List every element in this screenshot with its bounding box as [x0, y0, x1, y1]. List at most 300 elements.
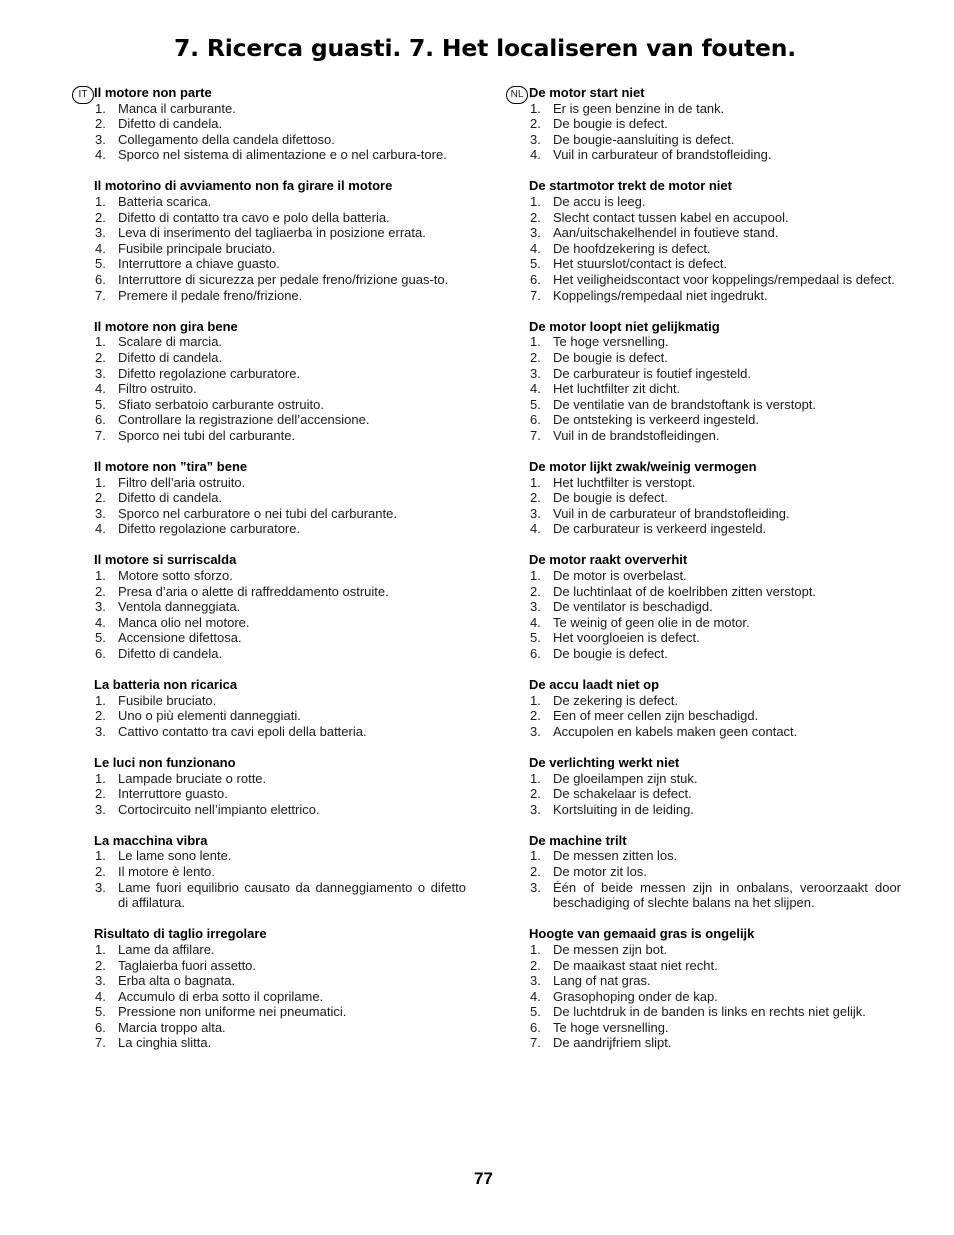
item-text: Collegamento della candela difettoso.	[118, 131, 335, 147]
item-text: Accensione difettosa.	[118, 630, 242, 646]
list-item	[529, 132, 901, 148]
item-text: Het stuurslot/contact is defect.	[553, 256, 728, 272]
list-item	[529, 615, 901, 631]
item-number: 4.	[95, 147, 106, 163]
list-item	[94, 428, 466, 444]
item-number: 2.	[95, 349, 106, 365]
item-text: De motor is overbelast.	[553, 568, 687, 584]
item-number: 1.	[530, 692, 541, 708]
item-number: 3.	[530, 365, 541, 381]
list-item	[529, 771, 901, 787]
item-number: 2.	[95, 864, 106, 880]
item-text: Manca olio nel motore.	[118, 614, 250, 630]
item-number: 3.	[95, 225, 106, 241]
item-text: Vuil in carburateur of brandstofleiding.	[553, 147, 772, 163]
item-text: De bougie is defect.	[553, 116, 668, 132]
item-text: Difetto regolazione carburatore.	[118, 521, 301, 537]
list-item	[529, 288, 901, 304]
item-text: De bougie-aansluiting is defect.	[553, 131, 735, 147]
item-number: 6.	[530, 646, 541, 661]
item-number: 5.	[530, 256, 541, 272]
item-number: 7.	[95, 427, 106, 443]
cause-list	[529, 475, 901, 537]
item-number: 2.	[530, 490, 541, 506]
item-text: Scalare di marcia.	[118, 334, 223, 350]
item-text: Grasophoping onder de kap.	[553, 988, 718, 1004]
item-number: 3.	[530, 801, 541, 817]
item-number: 1.	[95, 100, 106, 116]
item-text: Aan/uitschakelhendel in foutieve stand.	[553, 225, 779, 241]
list-item	[529, 568, 901, 584]
item-number: 4.	[95, 521, 106, 537]
item-number: 7.	[530, 287, 541, 303]
item-number: 3.	[95, 879, 106, 895]
fault-section	[94, 85, 466, 163]
list-item	[94, 194, 466, 210]
item-text: Te hoge versnelling.	[553, 1019, 669, 1035]
item-number: 7.	[95, 287, 106, 303]
fault-section	[94, 459, 466, 537]
item-number: 3.	[530, 973, 541, 989]
list-item	[94, 475, 466, 491]
list-item	[529, 724, 901, 740]
fault-section	[94, 677, 466, 739]
item-number: 3.	[95, 505, 106, 521]
fault-heading: De motor loopt niet gelijkmatig	[529, 318, 720, 334]
list-item	[94, 288, 466, 304]
item-number: 3.	[95, 131, 106, 147]
cause-list	[529, 942, 901, 1051]
list-item	[529, 225, 901, 241]
list-item	[94, 864, 466, 880]
fault-heading: Il motore non parte	[94, 85, 212, 100]
fault-heading: Il motore non ”tira” bene	[94, 458, 248, 474]
item-number: 4.	[530, 381, 541, 397]
item-text: Presa d’aria o alette di raffreddamento ostruite.	[118, 583, 389, 599]
item-text: Slecht contact tussen kabel en accupool.	[553, 209, 789, 225]
item-number: 1.	[530, 474, 541, 490]
fault-section	[529, 178, 901, 303]
item-number: 3.	[530, 225, 541, 241]
item-number: 1.	[95, 568, 106, 584]
list-item	[94, 989, 466, 1005]
list-item	[94, 615, 466, 631]
item-number: 3.	[530, 131, 541, 147]
item-text: Cortocircuito nell’impianto elettrico.	[118, 801, 320, 817]
item-number: 5.	[530, 1004, 541, 1020]
list-item	[529, 210, 901, 226]
item-text: De ontsteking is verkeerd ingesteld.	[553, 412, 759, 428]
column-italian	[94, 85, 466, 1067]
item-text: De gloeilampen zijn stuk.	[553, 770, 698, 786]
item-number: 1.	[95, 848, 106, 864]
cause-list	[529, 693, 901, 740]
item-number: 4.	[530, 240, 541, 256]
cause-list	[94, 334, 466, 443]
list-item	[529, 381, 901, 397]
list-item	[529, 989, 901, 1005]
item-text: Taglaierba fuori assetto.	[118, 957, 257, 973]
item-number: 3.	[530, 599, 541, 615]
list-item	[94, 116, 466, 132]
item-number: 3.	[95, 801, 106, 817]
list-item	[529, 350, 901, 366]
item-number: 5.	[95, 256, 106, 272]
cause-list	[94, 568, 466, 662]
item-text: Motore sotto sforzo.	[118, 568, 233, 584]
language-badge-it: IT	[72, 86, 94, 104]
cause-list	[94, 475, 466, 537]
list-item	[529, 584, 901, 600]
list-item	[529, 428, 901, 444]
item-text: Te weinig of geen olie in de motor.	[553, 614, 750, 630]
item-number: 1.	[530, 770, 541, 786]
item-text: Il motore è lento.	[118, 864, 215, 880]
list-item	[529, 693, 901, 709]
list-item	[529, 272, 901, 288]
page-title: 7. Ricerca guasti. 7. Het localiseren van fouten.	[174, 34, 796, 62]
list-item	[529, 708, 901, 724]
list-item	[94, 568, 466, 584]
item-number: 4.	[530, 521, 541, 537]
cause-list	[94, 693, 466, 740]
list-item	[94, 880, 466, 911]
fault-section	[94, 926, 466, 1051]
item-number: 1.	[530, 941, 541, 957]
list-item	[529, 475, 901, 491]
fault-heading: De machine trilt	[529, 832, 627, 848]
list-item	[94, 584, 466, 600]
list-item	[529, 958, 901, 974]
list-item	[529, 194, 901, 210]
fault-section	[94, 833, 466, 911]
cause-list	[94, 771, 466, 818]
list-item	[529, 1004, 901, 1020]
item-text: De hoofdzekering is defect.	[553, 240, 711, 256]
item-number: 4.	[95, 988, 106, 1004]
item-text: Accupolen en kabels maken geen contact.	[553, 723, 798, 739]
item-number: 5.	[95, 630, 106, 646]
list-item	[94, 147, 466, 163]
list-item	[94, 210, 466, 226]
list-item	[529, 973, 901, 989]
item-number: 3.	[95, 723, 106, 739]
item-number: 3.	[530, 879, 541, 895]
list-item	[529, 1035, 901, 1051]
cause-list	[529, 101, 901, 163]
item-text: Difetto di candela.	[118, 490, 223, 506]
cause-list	[529, 771, 901, 818]
item-text: Le lame sono lente.	[118, 848, 232, 864]
fault-section	[94, 178, 466, 303]
list-item	[94, 350, 466, 366]
list-item	[529, 646, 901, 662]
fault-heading: Le luci non funzionano	[94, 754, 236, 770]
item-text: Vuil in de brandstofleidingen.	[553, 427, 720, 443]
item-text: Interruttore di sicurezza per pedale freno/frizione guas-to.	[118, 272, 449, 288]
fault-heading: De motor raakt oververhit	[529, 552, 688, 568]
item-text: Leva di inserimento del tagliaerba in posizione errata.	[118, 225, 426, 241]
list-item	[529, 506, 901, 522]
item-text: Te hoge versnelling.	[553, 334, 669, 350]
item-text: Manca il carburante.	[118, 100, 236, 116]
item-text: Sporco nel carburatore o nei tubi del carburante.	[118, 505, 397, 521]
item-number: 6.	[530, 1019, 541, 1035]
item-text: Premere il pedale freno/frizione.	[118, 287, 303, 303]
item-text: Lame da affilare.	[118, 941, 215, 957]
item-number: 2.	[95, 708, 106, 724]
item-number: 3.	[530, 723, 541, 739]
fault-heading: De verlichting werkt niet	[529, 754, 680, 770]
item-text: Difetto regolazione carburatore.	[118, 365, 301, 381]
item-text: Cattivo contatto tra cavi epoli della batteria.	[118, 723, 367, 739]
fault-heading: La batteria non ricarica	[94, 677, 238, 693]
item-number: 5.	[530, 396, 541, 412]
item-text: De ventilator is beschadigd.	[553, 599, 713, 615]
list-item	[94, 506, 466, 522]
item-text: De carburateur is verkeerd ingesteld.	[553, 521, 767, 537]
item-number: 6.	[95, 412, 106, 428]
item-number: 1.	[95, 194, 106, 210]
cause-list	[94, 101, 466, 163]
cause-list	[529, 568, 901, 662]
list-item	[94, 272, 466, 288]
item-text: Filtro dell’aria ostruito.	[118, 474, 246, 490]
item-number: 1.	[95, 334, 106, 350]
item-text: De accu is leeg.	[553, 194, 646, 210]
cause-list	[94, 848, 466, 910]
list-item	[529, 848, 901, 864]
list-item	[94, 942, 466, 958]
item-text: De schakelaar is defect.	[553, 786, 692, 802]
item-text: Lang of nat gras.	[553, 973, 651, 989]
list-item	[94, 490, 466, 506]
list-item	[529, 599, 901, 615]
fault-heading: De motor start niet	[529, 85, 645, 100]
item-text: Interruttore guasto.	[118, 786, 228, 802]
list-item	[94, 256, 466, 272]
fault-heading: De accu laadt niet op	[529, 677, 660, 693]
item-text: Het voorgloeien is defect.	[553, 630, 700, 646]
item-number: 4.	[530, 614, 541, 630]
item-text: Difetto di candela.	[118, 646, 223, 661]
list-item	[94, 599, 466, 615]
item-number: 2.	[530, 864, 541, 880]
fault-section	[529, 677, 901, 739]
item-text: Sporco nel sistema di alimentazione e o nel carbura-tore.	[118, 147, 447, 163]
list-item	[529, 942, 901, 958]
list-item	[94, 973, 466, 989]
item-number: 2.	[95, 583, 106, 599]
item-number: 1.	[95, 474, 106, 490]
item-text: Een of meer cellen zijn beschadigd.	[553, 708, 759, 724]
item-number: 2.	[95, 786, 106, 802]
list-item	[529, 786, 901, 802]
item-text: Lampade bruciate o rotte.	[118, 770, 267, 786]
item-text: Marcia troppo alta.	[118, 1019, 226, 1035]
item-text: Één of beide messen zijn in onbalans, veroorzaakt door beschadiging of slechte balans na het slijpen.	[553, 879, 901, 911]
list-item	[94, 101, 466, 117]
list-item	[529, 241, 901, 257]
item-number: 6.	[530, 272, 541, 288]
item-text: La cinghia slitta.	[118, 1035, 212, 1051]
list-item	[94, 241, 466, 257]
list-item	[94, 381, 466, 397]
item-number: 4.	[95, 381, 106, 397]
list-item	[94, 708, 466, 724]
item-text: Lame fuori equilibrio causato da danneggiamento o difetto di affilatura.	[118, 879, 466, 911]
item-text: De luchtinlaat of de koelribben zitten verstopt.	[553, 583, 817, 599]
item-number: 4.	[530, 147, 541, 163]
list-item	[529, 864, 901, 880]
item-number: 5.	[95, 396, 106, 412]
fault-heading: Risultato di taglio irregolare	[94, 926, 267, 942]
item-number: 3.	[530, 505, 541, 521]
list-item	[529, 397, 901, 413]
list-item	[529, 490, 901, 506]
item-number: 6.	[95, 272, 106, 288]
language-badge-nl: NL	[506, 86, 528, 104]
list-item	[94, 366, 466, 382]
list-item	[94, 693, 466, 709]
column-dutch	[529, 85, 901, 1067]
fault-section	[529, 833, 901, 911]
item-number: 6.	[95, 1019, 106, 1035]
item-number: 4.	[95, 240, 106, 256]
list-item	[94, 771, 466, 787]
fault-heading: Il motore si surriscalda	[94, 552, 237, 568]
item-text: Er is geen benzine in de tank.	[553, 100, 725, 116]
item-number: 6.	[530, 412, 541, 428]
item-text: Het luchtfilter is verstopt.	[553, 474, 696, 490]
item-text: Accumulo di erba sotto il coprilame.	[118, 988, 324, 1004]
list-item	[94, 334, 466, 350]
item-number: 2.	[95, 116, 106, 132]
item-text: De messen zitten los.	[553, 848, 678, 864]
page-number: 77	[474, 1169, 493, 1188]
fault-section	[529, 85, 901, 163]
fault-heading: La macchina vibra	[94, 832, 208, 848]
item-number: 2.	[530, 786, 541, 802]
item-number: 1.	[530, 194, 541, 210]
item-text: De bougie is defect.	[553, 490, 668, 506]
item-number: 7.	[530, 427, 541, 443]
list-item	[94, 724, 466, 740]
item-text: De maaikast staat niet recht.	[553, 957, 718, 973]
item-number: 2.	[95, 209, 106, 225]
list-item	[529, 256, 901, 272]
item-number: 5.	[95, 1004, 106, 1020]
item-text: Koppelings/rempedaal niet ingedrukt.	[553, 287, 768, 303]
list-item	[94, 132, 466, 148]
list-item	[94, 646, 466, 662]
item-text: De zekering is defect.	[553, 692, 679, 708]
list-item	[94, 848, 466, 864]
item-text: De aandrijfriem slipt.	[553, 1035, 672, 1051]
item-number: 1.	[530, 568, 541, 584]
item-text: Fusibile bruciato.	[118, 692, 217, 708]
item-text: Interruttore a chiave guasto.	[118, 256, 280, 272]
list-item	[529, 1020, 901, 1036]
item-text: Erba alta o bagnata.	[118, 973, 236, 989]
item-text: De carburateur is foutief ingesteld.	[553, 365, 751, 381]
item-number: 6.	[95, 646, 106, 661]
item-text: Vuil in de carburateur of brandstofleiding.	[553, 505, 790, 521]
item-text: Sporco nei tubi del carburante.	[118, 427, 296, 443]
list-item	[94, 786, 466, 802]
list-item	[94, 1035, 466, 1051]
item-number: 2.	[530, 957, 541, 973]
item-text: Ventola danneggiata.	[118, 599, 241, 615]
item-number: 2.	[530, 583, 541, 599]
list-item	[94, 1004, 466, 1020]
item-text: Batteria scarica.	[118, 194, 212, 210]
list-item	[529, 630, 901, 646]
item-number: 7.	[95, 1035, 106, 1051]
item-text: Uno o più elementi danneggiati.	[118, 708, 301, 724]
item-number: 1.	[95, 770, 106, 786]
item-number: 2.	[530, 349, 541, 365]
item-text: Fusibile principale bruciato.	[118, 240, 276, 256]
item-text: Difetto di candela.	[118, 116, 223, 132]
item-number: 1.	[530, 848, 541, 864]
item-text: De ventilatie van de brandstoftank is verstopt.	[553, 396, 817, 412]
item-text: De luchtdruk in de banden is links en rechts niet gelijk.	[553, 1004, 866, 1020]
item-text: Difetto di candela.	[118, 349, 223, 365]
fault-section	[529, 755, 901, 817]
item-text: De bougie is defect.	[553, 646, 668, 661]
cause-list	[529, 194, 901, 303]
item-text: Pressione non uniforme nei pneumatici.	[118, 1004, 347, 1020]
item-text: Controllare la registrazione dell’accensione.	[118, 412, 370, 428]
item-text: Difetto di contatto tra cavo e polo della batteria.	[118, 209, 390, 225]
fault-heading: Il motore non gira bene	[94, 318, 238, 334]
item-number: 2.	[530, 209, 541, 225]
item-number: 5.	[530, 630, 541, 646]
item-number: 4.	[95, 614, 106, 630]
fault-heading: De startmotor trekt de motor niet	[529, 178, 732, 194]
list-item	[529, 366, 901, 382]
fault-section	[94, 755, 466, 817]
fault-section	[94, 319, 466, 444]
item-number: 2.	[95, 957, 106, 973]
list-item	[529, 334, 901, 350]
item-text: De bougie is defect.	[553, 349, 668, 365]
list-item	[94, 397, 466, 413]
item-number: 2.	[95, 490, 106, 506]
list-item	[529, 521, 901, 537]
list-item	[94, 630, 466, 646]
fault-section	[529, 926, 901, 1051]
item-number: 1.	[95, 941, 106, 957]
item-text: De motor zit los.	[553, 864, 647, 880]
item-number: 2.	[530, 116, 541, 132]
item-number: 2.	[530, 708, 541, 724]
item-text: Sfiato serbatoio carburante ostruito.	[118, 396, 324, 412]
list-item	[94, 412, 466, 428]
list-item	[529, 880, 901, 911]
cause-list	[94, 942, 466, 1051]
item-number: 1.	[530, 334, 541, 350]
cause-list	[94, 194, 466, 303]
list-item	[94, 802, 466, 818]
item-text: Het luchtfilter zit dicht.	[553, 381, 681, 397]
item-text: Kortsluiting in de leiding.	[553, 801, 694, 817]
fault-heading: Hoogte van gemaaid gras is ongelijk	[529, 926, 755, 942]
item-number: 1.	[95, 692, 106, 708]
list-item	[529, 116, 901, 132]
list-item	[94, 521, 466, 537]
